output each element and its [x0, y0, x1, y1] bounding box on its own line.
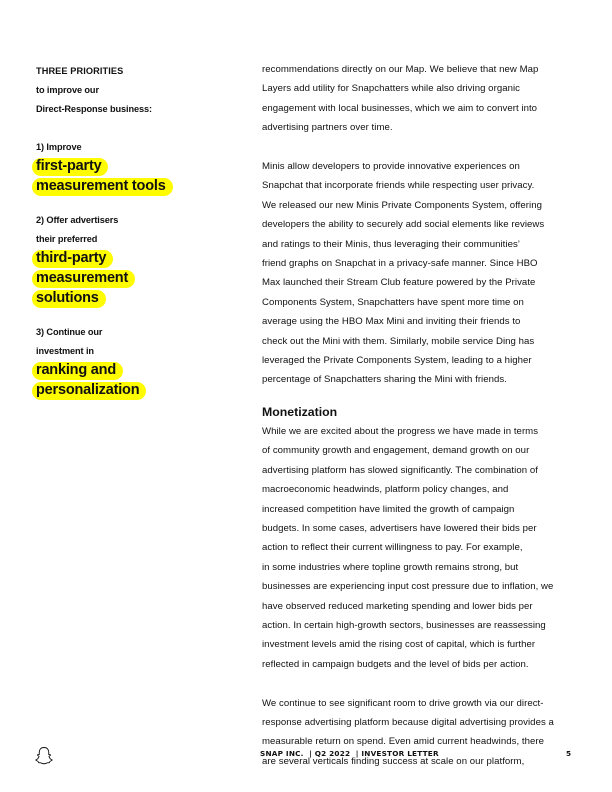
text-line: engagement with local businesses, which we aim to convert into	[262, 102, 538, 114]
text-line: friend graphs on Snapchat in a privacy-safe manner. Since HBO	[262, 258, 538, 270]
priority-intro: 2) Offer advertisers	[36, 215, 119, 225]
priority-highlight: measurement tools	[32, 178, 173, 196]
paragraph-map-layers	[262, 60, 578, 138]
text-line: investment levels amid the rising cost of capital, which is further	[262, 639, 536, 651]
priority-highlight: measurement	[32, 270, 135, 288]
priority-item	[36, 138, 236, 197]
text-line: percentage of Snapchatters sharing the Mini with friends.	[262, 374, 507, 386]
text-line: developers the ability to securely add social elements like reviews	[262, 219, 545, 231]
priority-item	[36, 323, 236, 401]
priority-intro: 3) Continue our	[36, 327, 103, 337]
snapchat-ghost-icon	[35, 745, 53, 767]
priority-item	[36, 211, 236, 309]
footer-title: SNAP INC. | Q2 2022 | INVESTOR LETTER	[260, 749, 439, 758]
page-number: 5	[566, 749, 572, 758]
text-line: have observed reduced marketing spending and lower bids per	[262, 600, 533, 612]
priority-highlight: first-party	[32, 158, 108, 176]
text-line: Layers add utility for Snapchatters while also driving organic	[262, 83, 520, 95]
text-line: average using the HBO Max Mini and inviting their friends to	[262, 316, 521, 328]
priority-intro: 1) Improve	[36, 142, 82, 152]
priority-highlight: solutions	[32, 290, 106, 308]
text-line: Snapchat that incorporate friends while respecting user privacy.	[262, 180, 535, 192]
sidebar-subtitle-line: to improve our	[36, 85, 99, 95]
priority-highlight: third-party	[32, 250, 113, 268]
page-footer	[0, 745, 612, 775]
text-line: While we are excited about the progress we have made in terms	[262, 425, 539, 437]
sidebar-subtitle-line: Direct-Response business:	[36, 104, 152, 114]
sidebar-title: THREE PRIORITIES	[36, 66, 124, 76]
text-line: businesses are experiencing input cost pressure due to inflation, we	[262, 581, 554, 593]
priority-highlight: personalization	[32, 382, 146, 400]
priority-intro: investment in	[36, 346, 94, 356]
text-line: We continue to see significant room to drive growth via our direct-	[262, 697, 544, 709]
text-line: Minis allow developers to provide innovative experiences on	[262, 161, 520, 173]
section-heading: Monetization	[262, 404, 338, 419]
text-line: response advertising platform because digital advertising provides a	[262, 716, 554, 728]
priority-highlight: ranking and	[32, 362, 123, 380]
text-line: budgets. In some cases, advertisers have lowered their bids per	[262, 522, 537, 534]
text-line: increased competition have limited the growth of campaign	[262, 503, 515, 515]
priorities-sidebar	[36, 62, 236, 401]
text-line: and ratings to their Minis, thus leveraging their communities’	[262, 238, 520, 250]
text-line: reflected in campaign budgets and the level of bids per action.	[262, 658, 529, 670]
text-line: in some industries where topline growth remains strong, but	[262, 561, 519, 573]
text-line: are several verticals finding success at scale on our platform,	[262, 755, 525, 767]
text-line: check out the Mini with them. Similarly, mobile service Ding has	[262, 335, 535, 347]
text-line: leveraged the Private Components System, leading to a higher	[262, 355, 532, 367]
text-line: action to reflect their current willingness to pay. For example,	[262, 542, 523, 554]
paragraph-monetization	[262, 422, 578, 674]
text-line: Components System, Snapchatters have spent more time on	[262, 296, 524, 308]
text-line: recommendations directly on our Map. We believe that new Map	[262, 64, 539, 75]
paragraph-minis	[262, 157, 578, 390]
text-line: macroeconomic headwinds, platform policy changes, and	[262, 484, 509, 496]
text-line: advertising partners over time.	[262, 122, 393, 134]
text-line: of community growth and engagement, demand growth on our	[262, 445, 530, 457]
main-column	[262, 60, 578, 771]
text-line: Max launched their Stream Club feature powered by the Private	[262, 277, 536, 289]
text-line: action. In certain high-growth sectors, businesses are reassessing	[262, 619, 546, 631]
priority-intro: their preferred	[36, 234, 98, 244]
text-line: measurable return on spend. Even amid current headwinds, there	[262, 736, 545, 748]
text-line: advertising platform has slowed significantly. The combination of	[262, 464, 538, 476]
text-line: We released our new Minis Private Components System, offering	[262, 199, 542, 211]
